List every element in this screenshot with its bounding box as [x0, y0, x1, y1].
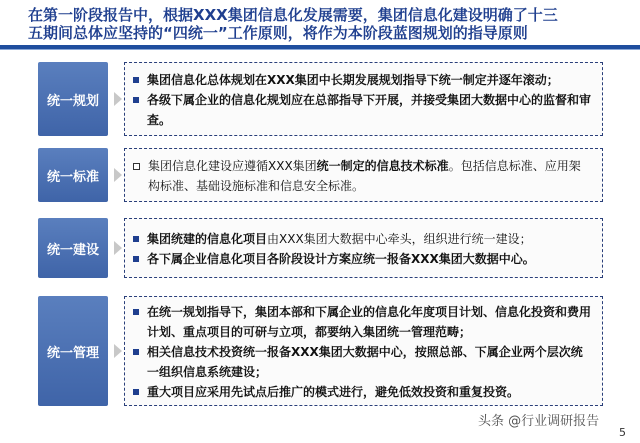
slide-title: [28, 6, 628, 42]
principle-box: [124, 62, 603, 136]
title-line-1: 在第一阶段报告中，根据XXX集团信息化发展需要，集团信息化建设明确了十三: [28, 6, 558, 24]
list-item: 相关信息技术投资统一报备XXX集团大数据中心，按照总部、下属企业两个层次统一组织信息系统建设；: [131, 342, 592, 382]
list-item: 各下属企业信息化项目各阶段设计方案应统一报备XXX集团大数据中心。: [131, 249, 592, 269]
title-divider-thin: [0, 49, 640, 50]
principle-row-management: [38, 296, 603, 406]
list-item: 集团统建的信息化项目由XXX集团大数据中心牵头，组织进行统一建设；: [131, 229, 592, 249]
bullet-icon: [133, 256, 139, 262]
page-number: 5: [619, 426, 626, 439]
bullet-icon: [133, 309, 139, 315]
watermark: 头条 @行业调研报告: [478, 414, 600, 429]
list-item: 集团信息化总体规划在XXX集团中长期发展规划指导下统一制定并逐年滚动；: [131, 70, 592, 90]
bullet-icon: [133, 236, 139, 242]
list-item: 在统一规划指导下，集团本部和下属企业的信息化年度项目计划、信息化投资和费用计划、重点项目的可研与立项，都要纳入集团统一管理范畴；: [131, 302, 592, 342]
bullet-icon: [133, 97, 139, 103]
principle-box: [124, 148, 603, 202]
list-item: 各级下属企业的信息化规划应在总部指导下开展，并接受集团大数据中心的监督和审查。: [131, 90, 592, 130]
arrow-icon: [114, 92, 122, 106]
arrow-icon: [114, 241, 122, 255]
title-line-2: 五期间总体应坚持的“四统一”工作原则，将作为本阶段蓝图规划的指导原则: [28, 24, 528, 42]
principle-label: 统一管理: [38, 296, 108, 406]
arrow-icon: [114, 168, 122, 182]
bullet-icon: [133, 349, 139, 355]
principle-box: [124, 218, 603, 278]
principle-row-construction: [38, 218, 603, 278]
principle-label: 统一建设: [38, 218, 108, 278]
principle-box: [124, 296, 603, 406]
principle-label: 统一规划: [38, 62, 108, 136]
principle-label: 统一标准: [38, 148, 108, 202]
bullet-icon: [133, 77, 139, 83]
principle-row-planning: [38, 62, 603, 136]
arrow-icon: [114, 344, 122, 358]
principle-row-standards: [38, 148, 603, 202]
bullet-icon: [133, 389, 139, 395]
list-item: 集团信息化建设应遵循XXX集团统一制定的信息技术标准。包括信息标准、应用架构标准、基础设施标准和信息安全标准。: [131, 156, 592, 196]
list-item: 重大项目应采用先试点后推广的模式进行，避免低效投资和重复投资。: [131, 382, 592, 402]
bullet-icon: [133, 163, 140, 170]
